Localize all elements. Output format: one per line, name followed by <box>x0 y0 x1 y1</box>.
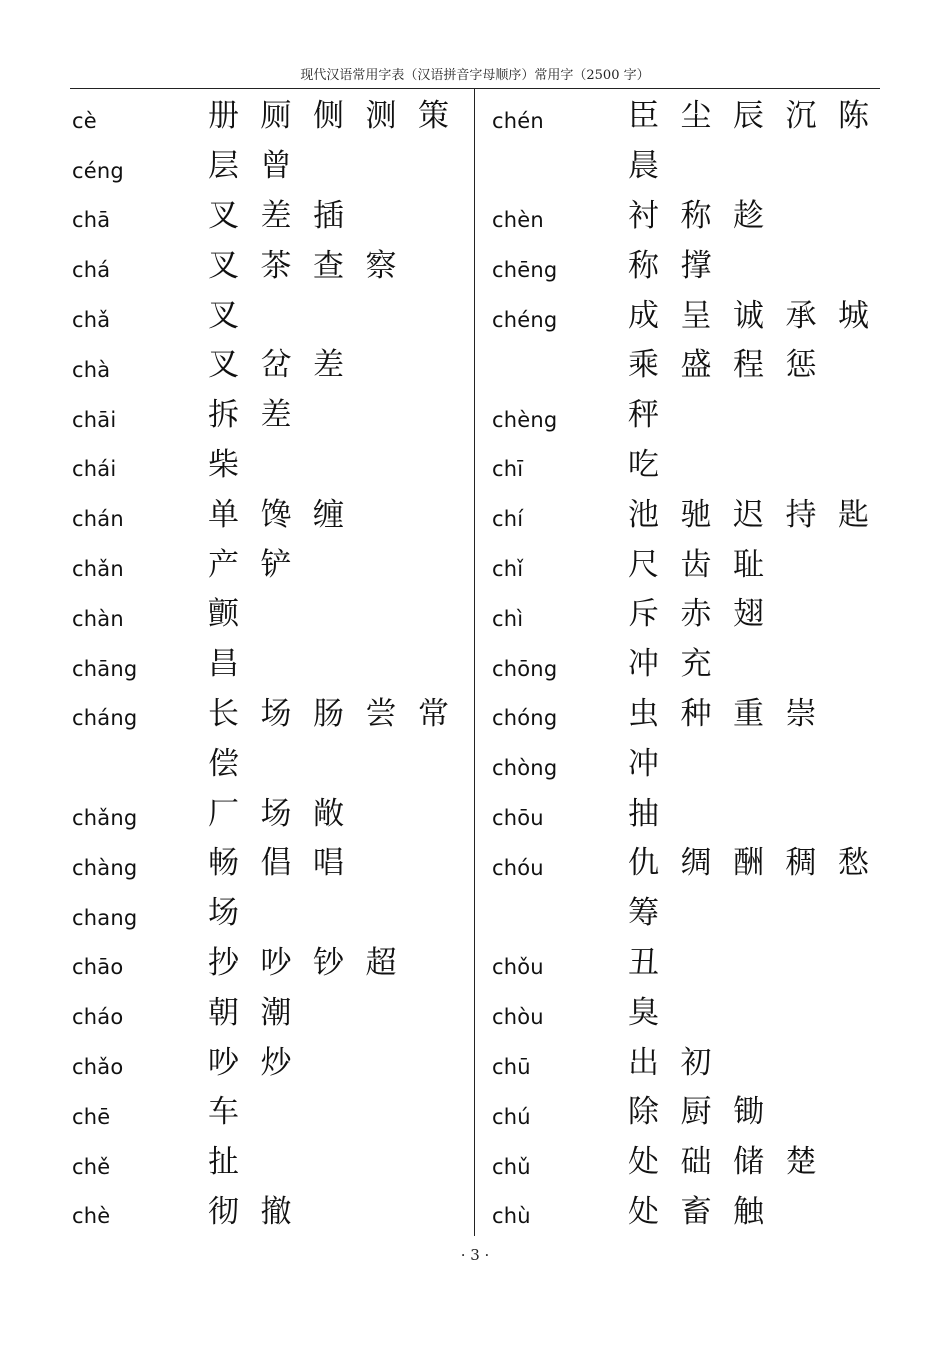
hanzi-character: 冲 <box>628 646 659 683</box>
hanzi-character: 除 <box>628 1094 659 1131</box>
hanzi-character: 储 <box>733 1144 764 1181</box>
character-group <box>628 845 891 882</box>
character-group <box>208 745 261 782</box>
page-number: · 3 · <box>460 1246 490 1264</box>
hanzi-character: 称 <box>628 247 659 284</box>
pinyin-label: chì <box>492 606 524 631</box>
character-group <box>208 197 366 234</box>
hanzi-character: 处 <box>628 1144 659 1181</box>
pinyin-label: chí <box>492 507 524 532</box>
hanzi-character: 触 <box>733 1193 764 1230</box>
pinyin-row <box>492 988 882 1038</box>
pinyin-row <box>492 690 882 740</box>
pinyin-label: chá <box>72 258 111 283</box>
character-group <box>628 895 681 932</box>
hanzi-character: 铲 <box>260 546 292 583</box>
pinyin-row <box>72 192 472 242</box>
pinyin-row <box>492 441 882 491</box>
hanzi-character: 重 <box>733 695 764 732</box>
hanzi-character: 锄 <box>733 1094 764 1131</box>
hanzi-character: 侧 <box>313 98 344 135</box>
character-group <box>208 646 261 683</box>
pinyin-row <box>492 92 882 142</box>
hanzi-character: 丑 <box>628 944 659 981</box>
pinyin-label: chù <box>492 1204 531 1229</box>
hanzi-character: 呈 <box>680 297 712 334</box>
hanzi-character: 叉 <box>208 297 239 334</box>
pinyin-label: chōng <box>492 656 558 681</box>
pinyin-row <box>492 889 882 939</box>
pinyin-row <box>72 391 472 441</box>
pinyin-label: chéng <box>492 308 558 333</box>
hanzi-character: 衬 <box>628 197 659 234</box>
pinyin-label: chǒu <box>492 955 544 980</box>
column-divider <box>474 89 475 1236</box>
pinyin-row <box>492 839 882 889</box>
hanzi-character: 颤 <box>208 596 239 633</box>
pinyin-row <box>72 640 472 690</box>
character-group <box>208 1193 313 1230</box>
header-rule <box>70 88 880 89</box>
pinyin-label: chái <box>72 457 117 482</box>
hanzi-character: 迟 <box>733 496 764 533</box>
hanzi-character: 虫 <box>628 695 659 732</box>
hanzi-character: 尘 <box>680 98 712 135</box>
hanzi-character: 池 <box>628 496 659 533</box>
pinyin-label: chòng <box>492 756 558 781</box>
pinyin-row <box>72 341 472 391</box>
hanzi-character: 尺 <box>628 546 659 583</box>
character-group <box>628 596 786 633</box>
pinyin-row <box>492 1188 882 1238</box>
hanzi-character: 厂 <box>208 795 239 832</box>
pinyin-label: chán <box>72 507 124 532</box>
hanzi-character: 吵 <box>260 944 292 981</box>
hanzi-character: 撑 <box>680 247 712 284</box>
hanzi-character: 驰 <box>680 496 712 533</box>
hanzi-character: 昌 <box>208 646 239 683</box>
character-group <box>208 148 313 185</box>
character-group <box>628 397 681 434</box>
character-group <box>628 646 733 683</box>
hanzi-character: 乘 <box>628 347 659 384</box>
pinyin-label: chē <box>72 1104 111 1129</box>
pinyin-row <box>72 1088 472 1138</box>
hanzi-character: 测 <box>365 98 397 135</box>
pinyin-row <box>492 1138 882 1188</box>
hanzi-character: 册 <box>208 98 239 135</box>
hanzi-character: 酬 <box>733 845 764 882</box>
pinyin-label: cháo <box>72 1005 124 1030</box>
character-group <box>628 1044 733 1081</box>
hanzi-character: 臭 <box>628 994 659 1031</box>
character-group <box>628 496 891 533</box>
pinyin-label: chū <box>492 1055 531 1080</box>
hanzi-character: 撤 <box>260 1193 292 1230</box>
hanzi-character: 炒 <box>260 1044 292 1081</box>
pinyin-label: céng <box>72 158 124 183</box>
hanzi-character: 馋 <box>260 496 292 533</box>
character-group <box>628 247 733 284</box>
pinyin-row <box>492 739 882 789</box>
hanzi-character: 齿 <box>680 546 712 583</box>
character-group <box>208 1094 261 1131</box>
character-group <box>208 1144 261 1181</box>
pinyin-label: chèn <box>492 208 544 233</box>
character-group <box>628 347 838 384</box>
hanzi-character: 陈 <box>838 98 869 135</box>
hanzi-character: 楚 <box>785 1144 817 1181</box>
character-group <box>628 1144 838 1181</box>
pinyin-row <box>492 939 882 989</box>
hanzi-character: 抽 <box>628 795 659 832</box>
character-group <box>208 247 418 284</box>
character-group <box>628 745 681 782</box>
hanzi-character: 翅 <box>733 596 764 633</box>
pinyin-label: chōu <box>492 806 544 831</box>
hanzi-character: 茶 <box>260 247 292 284</box>
character-group <box>208 944 418 981</box>
pinyin-label: chǐ <box>492 557 524 582</box>
character-group <box>208 297 261 334</box>
hanzi-character: 钞 <box>313 944 344 981</box>
hanzi-character: 秤 <box>628 397 659 434</box>
character-group <box>628 297 891 334</box>
hanzi-character: 仇 <box>628 845 659 882</box>
hanzi-character: 趁 <box>733 197 764 234</box>
hanzi-character: 策 <box>418 98 449 135</box>
hanzi-character: 处 <box>628 1193 659 1230</box>
pinyin-row <box>72 889 472 939</box>
character-group <box>208 347 366 384</box>
hanzi-character: 叉 <box>208 247 239 284</box>
hanzi-character: 叉 <box>208 347 239 384</box>
hanzi-character: 缠 <box>313 496 344 533</box>
pinyin-label: chàng <box>72 855 138 880</box>
pinyin-label: chóng <box>492 706 558 731</box>
pinyin-row <box>492 540 882 590</box>
hanzi-character: 厕 <box>260 98 292 135</box>
hanzi-character: 柴 <box>208 446 239 483</box>
pinyin-label: chòu <box>492 1005 544 1030</box>
character-group <box>628 944 681 981</box>
hanzi-character: 车 <box>208 1094 239 1131</box>
hanzi-character: 查 <box>313 247 344 284</box>
pinyin-row <box>72 1188 472 1238</box>
hanzi-character: 稠 <box>785 845 817 882</box>
hanzi-character: 赤 <box>680 596 712 633</box>
hanzi-character: 单 <box>208 496 239 533</box>
pinyin-row <box>492 241 882 291</box>
hanzi-character: 产 <box>208 546 239 583</box>
pinyin-row <box>492 142 882 192</box>
pinyin-label: chà <box>72 357 111 382</box>
pinyin-row <box>492 1038 882 1088</box>
hanzi-character: 扯 <box>208 1144 239 1181</box>
hanzi-character: 臣 <box>628 98 659 135</box>
hanzi-character: 肠 <box>313 695 344 732</box>
pinyin-label: chú <box>492 1104 531 1129</box>
hanzi-character: 差 <box>313 347 344 384</box>
character-group <box>628 1193 786 1230</box>
hanzi-character: 匙 <box>838 496 869 533</box>
hanzi-character: 持 <box>785 496 817 533</box>
hanzi-character: 倡 <box>260 845 292 882</box>
hanzi-character: 承 <box>785 297 817 334</box>
character-group <box>208 397 313 434</box>
pinyin-row <box>72 1138 472 1188</box>
hanzi-character: 吃 <box>628 446 659 483</box>
hanzi-character: 差 <box>260 397 292 434</box>
pinyin-label: chǎ <box>72 308 111 333</box>
hanzi-character: 朝 <box>208 994 239 1031</box>
character-group <box>628 1094 786 1131</box>
hanzi-character: 抄 <box>208 944 239 981</box>
character-group <box>628 197 786 234</box>
pinyin-row <box>72 92 472 142</box>
character-group <box>628 695 838 732</box>
character-group <box>208 546 313 583</box>
hanzi-character: 城 <box>838 297 869 334</box>
hanzi-character: 充 <box>680 646 712 683</box>
hanzi-character: 诚 <box>733 297 764 334</box>
hanzi-character: 畜 <box>680 1193 712 1230</box>
pinyin-label: cháng <box>72 706 138 731</box>
pinyin-label: chā <box>72 208 111 233</box>
character-group <box>208 795 366 832</box>
hanzi-character: 出 <box>628 1044 659 1081</box>
hanzi-character: 种 <box>680 695 712 732</box>
character-group <box>208 446 261 483</box>
hanzi-character: 成 <box>628 297 659 334</box>
hanzi-character: 超 <box>365 944 397 981</box>
hanzi-character: 称 <box>680 197 712 234</box>
pinyin-row <box>492 490 882 540</box>
hanzi-character: 曾 <box>260 148 292 185</box>
hanzi-character: 沉 <box>785 98 817 135</box>
character-group <box>208 695 471 732</box>
pinyin-row <box>72 540 472 590</box>
hanzi-character: 尝 <box>365 695 397 732</box>
pinyin-row <box>72 988 472 1038</box>
hanzi-character: 筹 <box>628 895 659 932</box>
character-group <box>208 895 261 932</box>
hanzi-character: 初 <box>680 1044 712 1081</box>
hanzi-character: 晨 <box>628 148 659 185</box>
hanzi-character: 叉 <box>208 197 239 234</box>
hanzi-character: 厨 <box>680 1094 712 1131</box>
hanzi-character: 岔 <box>260 347 292 384</box>
pinyin-row <box>492 391 882 441</box>
character-group <box>628 795 681 832</box>
hanzi-character: 斥 <box>628 596 659 633</box>
hanzi-character: 畅 <box>208 845 239 882</box>
hanzi-character: 彻 <box>208 1193 239 1230</box>
pinyin-label: chī <box>492 457 524 482</box>
hanzi-character: 拆 <box>208 397 239 434</box>
pinyin-label: chǎng <box>72 806 138 831</box>
pinyin-label: chāng <box>72 656 138 681</box>
pinyin-row <box>72 690 472 740</box>
pinyin-row <box>72 241 472 291</box>
hanzi-character: 层 <box>208 148 239 185</box>
hanzi-character: 惩 <box>785 347 817 384</box>
pinyin-row <box>492 789 882 839</box>
hanzi-character: 差 <box>260 197 292 234</box>
page-header-title: 现代汉语常用字表（汉语拼音字母顺序）常用字（2500 字） <box>300 68 650 83</box>
pinyin-label: cè <box>72 108 97 133</box>
character-group <box>628 148 681 185</box>
pinyin-label: chè <box>72 1204 111 1229</box>
pinyin-label: chāi <box>72 407 117 432</box>
hanzi-character: 冲 <box>628 745 659 782</box>
hanzi-character: 吵 <box>208 1044 239 1081</box>
pinyin-row <box>72 839 472 889</box>
hanzi-character: 场 <box>208 895 239 932</box>
pinyin-row <box>72 1038 472 1088</box>
pinyin-label: chóu <box>492 855 544 880</box>
hanzi-character: 础 <box>680 1144 712 1181</box>
hanzi-character: 常 <box>418 695 449 732</box>
pinyin-row <box>72 291 472 341</box>
pinyin-label: chàn <box>72 606 124 631</box>
pinyin-row <box>492 291 882 341</box>
pinyin-row <box>72 142 472 192</box>
character-group <box>208 98 471 135</box>
hanzi-character: 插 <box>313 197 344 234</box>
hanzi-character: 场 <box>260 695 292 732</box>
pinyin-label: chǎn <box>72 557 124 582</box>
right-column <box>492 92 882 1237</box>
pinyin-row <box>492 590 882 640</box>
hanzi-character: 潮 <box>260 994 292 1031</box>
pinyin-row <box>72 441 472 491</box>
hanzi-character: 耻 <box>733 546 764 583</box>
character-group <box>628 446 681 483</box>
character-group <box>208 496 366 533</box>
pinyin-row <box>72 490 472 540</box>
left-column <box>72 92 472 1237</box>
hanzi-character: 偿 <box>208 745 239 782</box>
hanzi-character: 察 <box>365 247 397 284</box>
hanzi-character: 程 <box>733 347 764 384</box>
character-group <box>208 1044 313 1081</box>
hanzi-character: 唱 <box>313 845 344 882</box>
pinyin-label: chāo <box>72 955 124 980</box>
character-group <box>208 596 261 633</box>
pinyin-label: chén <box>492 108 544 133</box>
pinyin-label: chang <box>72 905 138 930</box>
hanzi-character: 场 <box>260 795 292 832</box>
character-group <box>628 994 681 1031</box>
pinyin-label: chě <box>72 1154 111 1179</box>
character-group <box>628 98 891 135</box>
pinyin-row <box>72 590 472 640</box>
pinyin-row <box>72 739 472 789</box>
pinyin-row <box>72 939 472 989</box>
pinyin-label: chǎo <box>72 1055 124 1080</box>
hanzi-character: 长 <box>208 695 239 732</box>
pinyin-row <box>492 640 882 690</box>
hanzi-character: 崇 <box>785 695 817 732</box>
character-group <box>208 994 313 1031</box>
character-group <box>208 845 366 882</box>
hanzi-character: 盛 <box>680 347 712 384</box>
pinyin-row <box>492 1088 882 1138</box>
hanzi-character: 辰 <box>733 98 764 135</box>
pinyin-label: chǔ <box>492 1154 531 1179</box>
hanzi-character: 绸 <box>680 845 712 882</box>
pinyin-label: chēng <box>492 258 558 283</box>
hanzi-character: 愁 <box>838 845 869 882</box>
character-group <box>628 546 786 583</box>
pinyin-label: chèng <box>492 407 558 432</box>
pinyin-row <box>492 192 882 242</box>
pinyin-row <box>72 789 472 839</box>
pinyin-row <box>492 341 882 391</box>
hanzi-character: 敞 <box>313 795 344 832</box>
